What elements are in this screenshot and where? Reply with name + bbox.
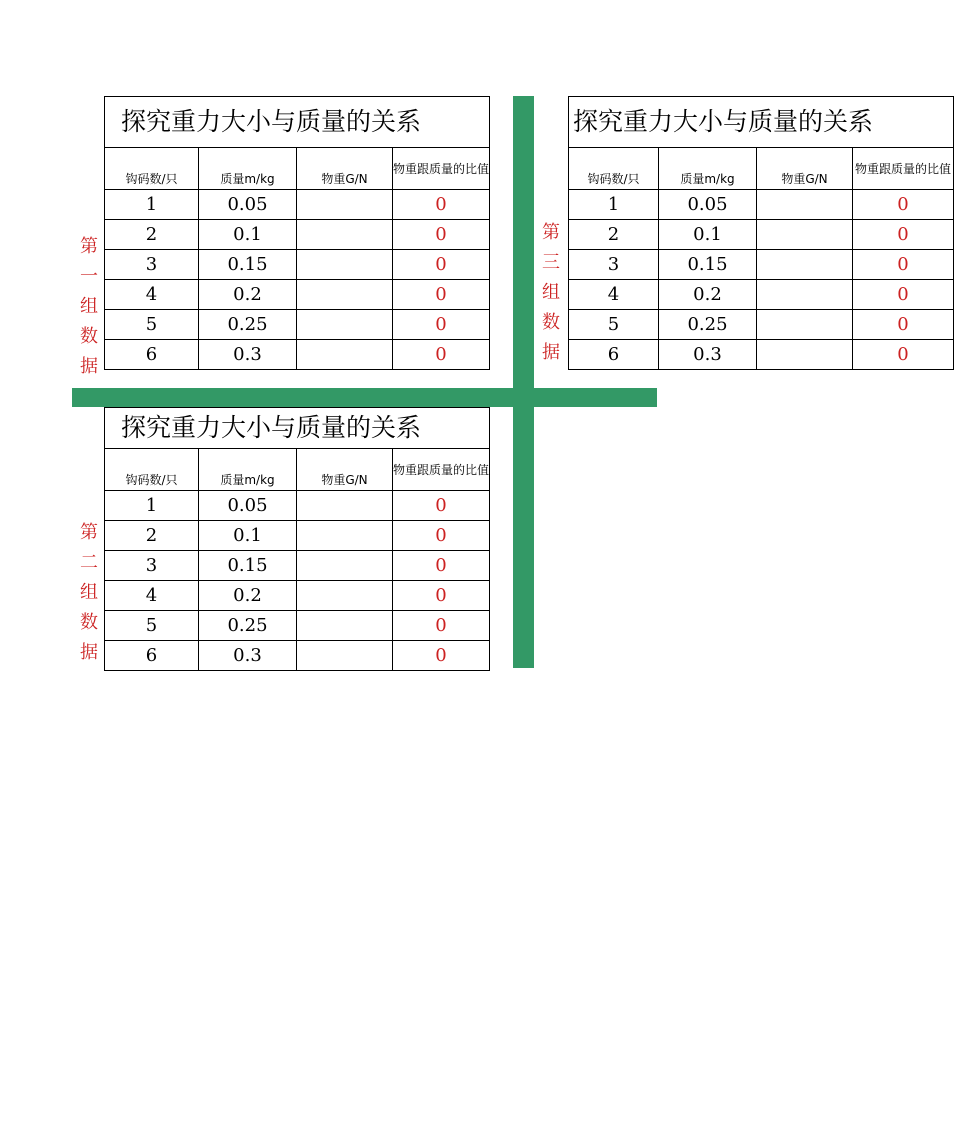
- cell-mass[interactable]: 0.3: [199, 340, 297, 370]
- cell-mass[interactable]: 0.2: [199, 581, 297, 611]
- cell-count[interactable]: 6: [105, 340, 199, 370]
- cell-count[interactable]: 5: [105, 611, 199, 641]
- cell-mass[interactable]: 0.15: [659, 250, 757, 280]
- cell-count[interactable]: 3: [569, 250, 659, 280]
- header-mass: 质量m/kg: [199, 449, 297, 491]
- cell-mass[interactable]: 0.1: [199, 220, 297, 250]
- cell-mass[interactable]: 0.05: [199, 491, 297, 521]
- cell-weight[interactable]: [757, 310, 853, 340]
- table-row: [105, 340, 490, 370]
- group-label-char: 据: [542, 342, 560, 363]
- group-label-char: 数: [80, 612, 98, 633]
- cell-weight[interactable]: [297, 641, 393, 671]
- cell-count[interactable]: 1: [105, 190, 199, 220]
- table-row: [105, 641, 490, 671]
- table-row: [569, 340, 954, 370]
- group-label-char: 一: [80, 266, 98, 287]
- group-3-clip: [568, 96, 952, 370]
- cell-mass[interactable]: 0.25: [199, 611, 297, 641]
- cell-count[interactable]: 1: [569, 190, 659, 220]
- table-title: 探究重力大小与质量的关系: [569, 97, 954, 148]
- cell-count[interactable]: 3: [105, 551, 199, 581]
- table-row: [569, 190, 954, 220]
- cell-ratio[interactable]: 0: [853, 310, 954, 340]
- group-label-char: 第: [542, 222, 560, 243]
- cell-ratio[interactable]: 0: [393, 491, 490, 521]
- cell-count[interactable]: 4: [105, 581, 199, 611]
- cell-ratio[interactable]: 0: [393, 250, 490, 280]
- cell-mass[interactable]: 0.3: [659, 340, 757, 370]
- table-row: [105, 250, 490, 280]
- cell-count[interactable]: 5: [105, 310, 199, 340]
- data-table-group-1: [104, 96, 490, 370]
- cell-weight[interactable]: [297, 491, 393, 521]
- cell-weight[interactable]: [757, 190, 853, 220]
- cell-ratio[interactable]: 0: [393, 581, 490, 611]
- cell-count[interactable]: 4: [569, 280, 659, 310]
- cell-ratio[interactable]: 0: [393, 641, 490, 671]
- vertical-divider: [513, 96, 534, 668]
- group-label-third: [538, 218, 564, 368]
- cell-ratio[interactable]: 0: [853, 190, 954, 220]
- cell-ratio[interactable]: 0: [393, 220, 490, 250]
- header-weight: 物重G/N: [297, 148, 393, 190]
- cell-weight[interactable]: [297, 611, 393, 641]
- group-label-char: 据: [80, 356, 98, 377]
- cell-ratio[interactable]: 0: [853, 340, 954, 370]
- data-table-group-3: [568, 96, 954, 370]
- group-label-char: 数: [542, 312, 560, 333]
- cell-ratio[interactable]: 0: [853, 220, 954, 250]
- header-count: 钩码数/只: [105, 148, 199, 190]
- cell-weight[interactable]: [757, 220, 853, 250]
- cell-count[interactable]: 6: [105, 641, 199, 671]
- group-label-first: [76, 232, 102, 382]
- cell-weight[interactable]: [297, 280, 393, 310]
- group-label-char: 第: [80, 236, 98, 257]
- table-row: [105, 220, 490, 250]
- table-row: [105, 521, 490, 551]
- table-row: [569, 250, 954, 280]
- group-label-char: 据: [80, 642, 98, 663]
- table-row: [569, 310, 954, 340]
- table-row: [105, 190, 490, 220]
- cell-mass[interactable]: 0.2: [659, 280, 757, 310]
- cell-ratio[interactable]: 0: [853, 250, 954, 280]
- table-row: [105, 310, 490, 340]
- group-label-char: 数: [80, 326, 98, 347]
- cell-count[interactable]: 2: [105, 521, 199, 551]
- header-weight: 物重G/N: [297, 449, 393, 491]
- table-row: [105, 491, 490, 521]
- cell-weight[interactable]: [297, 551, 393, 581]
- group-label-char: 第: [80, 522, 98, 543]
- cell-count[interactable]: 1: [105, 491, 199, 521]
- cell-ratio[interactable]: 0: [393, 551, 490, 581]
- cell-weight[interactable]: [757, 340, 853, 370]
- header-count: 钩码数/只: [105, 449, 199, 491]
- table-row: [105, 581, 490, 611]
- horizontal-divider: [72, 388, 657, 407]
- cell-weight[interactable]: [297, 220, 393, 250]
- table-row: [105, 280, 490, 310]
- group-label-char: 二: [80, 552, 98, 573]
- group-label-second: [76, 518, 102, 668]
- header-mass: 质量m/kg: [659, 148, 757, 190]
- header-mass: 质量m/kg: [199, 148, 297, 190]
- cell-mass[interactable]: 0.25: [199, 310, 297, 340]
- cell-mass[interactable]: 0.15: [199, 250, 297, 280]
- cell-ratio[interactable]: 0: [853, 280, 954, 310]
- header-ratio: 物重跟质量的比值: [853, 148, 954, 190]
- cell-count[interactable]: 4: [105, 280, 199, 310]
- cell-weight[interactable]: [297, 581, 393, 611]
- cell-weight[interactable]: [297, 340, 393, 370]
- cell-count[interactable]: 5: [569, 310, 659, 340]
- cell-weight[interactable]: [757, 280, 853, 310]
- cell-ratio[interactable]: 0: [393, 280, 490, 310]
- table-title: 探究重力大小与质量的关系: [105, 97, 490, 148]
- cell-ratio[interactable]: 0: [393, 310, 490, 340]
- cell-weight[interactable]: [297, 521, 393, 551]
- group-label-char: 三: [542, 252, 560, 273]
- table-title: 探究重力大小与质量的关系: [105, 408, 490, 449]
- table-row: [569, 220, 954, 250]
- cell-mass[interactable]: 0.05: [659, 190, 757, 220]
- cell-count[interactable]: 6: [569, 340, 659, 370]
- header-ratio: 物重跟质量的比值: [393, 449, 490, 491]
- cell-count[interactable]: 3: [105, 250, 199, 280]
- cell-ratio[interactable]: 0: [393, 340, 490, 370]
- data-table-group-2: [104, 407, 490, 671]
- cell-ratio[interactable]: 0: [393, 521, 490, 551]
- group-label-char: 组: [542, 282, 560, 303]
- group-label-char: 组: [80, 582, 98, 603]
- cell-mass[interactable]: 0.2: [199, 280, 297, 310]
- cell-count[interactable]: 2: [105, 220, 199, 250]
- header-count: 钩码数/只: [569, 148, 659, 190]
- cell-weight[interactable]: [757, 250, 853, 280]
- cell-mass[interactable]: 0.1: [199, 521, 297, 551]
- cell-mass[interactable]: 0.05: [199, 190, 297, 220]
- cell-mass[interactable]: 0.3: [199, 641, 297, 671]
- cell-ratio[interactable]: 0: [393, 190, 490, 220]
- cell-weight[interactable]: [297, 190, 393, 220]
- cell-mass[interactable]: 0.15: [199, 551, 297, 581]
- header-ratio: 物重跟质量的比值: [393, 148, 490, 190]
- cell-weight[interactable]: [297, 310, 393, 340]
- group-label-char: 组: [80, 296, 98, 317]
- table-row: [569, 280, 954, 310]
- cell-mass[interactable]: 0.25: [659, 310, 757, 340]
- table-row: [105, 611, 490, 641]
- cell-ratio[interactable]: 0: [393, 611, 490, 641]
- cell-mass[interactable]: 0.1: [659, 220, 757, 250]
- header-weight: 物重G/N: [757, 148, 853, 190]
- cell-count[interactable]: 2: [569, 220, 659, 250]
- cell-weight[interactable]: [297, 250, 393, 280]
- table-row: [105, 551, 490, 581]
